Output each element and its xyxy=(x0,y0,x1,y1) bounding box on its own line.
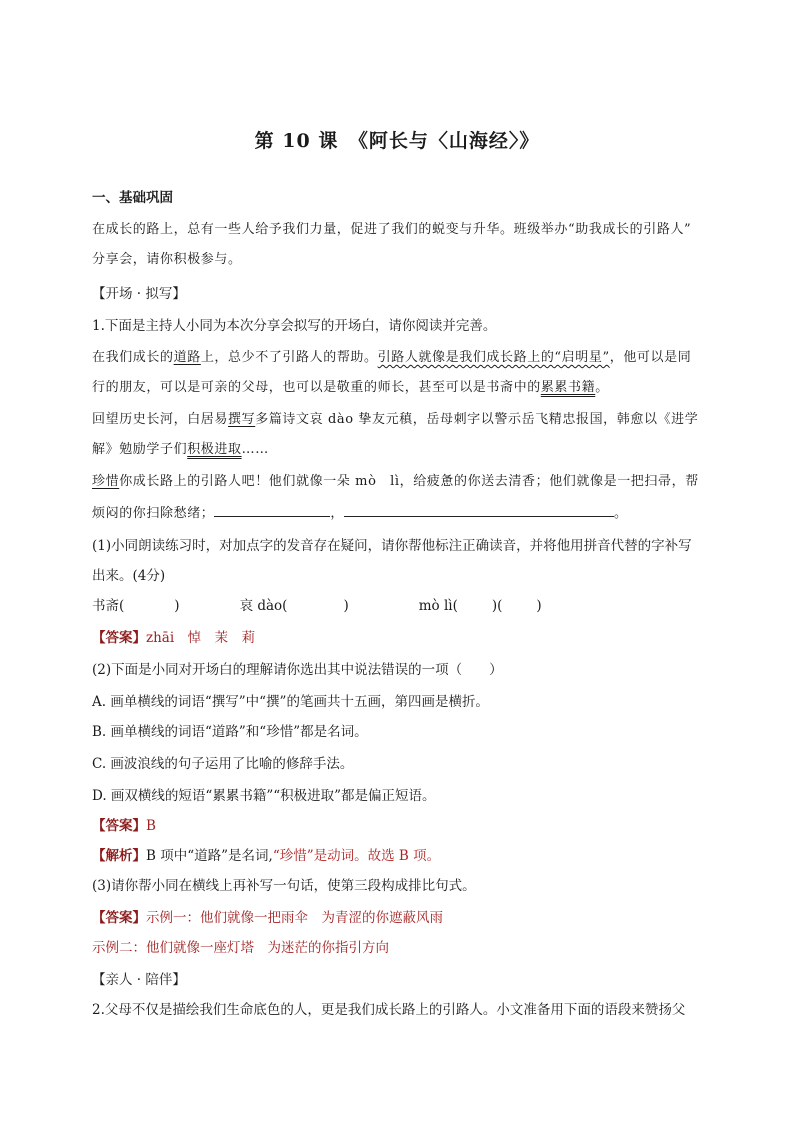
pinyin-fill-row: 书斋( ) 哀 dào( ) mò lì( )( ) xyxy=(92,598,542,614)
question-2-stem: 2.父母不仅是描绘我们生命底色的人，更是我们成长路上的引路人。小文准备用下面的语段来赞扬父 xyxy=(92,1002,686,1018)
answer-label: 【答案】 xyxy=(92,630,146,646)
option-a: A. 画单横线的词语“撰写”中“撰”的笔画共十五画，第四画是横折。 xyxy=(92,694,489,710)
underlined-word-zhenxi: 珍惜 xyxy=(92,474,120,489)
underlined-word-zhuanxie: 撰写 xyxy=(228,412,256,427)
intro-line-2: 分享会，请你积极参与。 xyxy=(92,252,242,267)
analysis-2: 【解析】B 项中“道路”是名词,“珍惜”是动词。故选 B 项。 xyxy=(92,848,441,864)
passage-paragraph-1-line-1: 在我们成长的道路上，总少不了引路人的帮助。引路人就像是我们成长路上的“启明星”，他可以是同 xyxy=(92,350,692,365)
question-1-stem: 1.下面是主持人小同为本次分享会拟写的开场白，请你阅读并完善。 xyxy=(92,318,497,334)
answer-label: 【答案】 xyxy=(92,910,146,926)
subquestion-3-stem: (3)请你帮小同在横线上再补写一句话，使第三段构成排比句式。 xyxy=(92,878,476,894)
subquestion-2-stem: (2)下面是小同对开场白的理解请你选出其中说法错误的一项（ ） xyxy=(92,662,503,678)
fill-blank-1[interactable] xyxy=(214,502,330,517)
analysis-label: 【解析】 xyxy=(92,848,146,864)
passage-paragraph-2-line-1: 回望历史长河，白居易撰写多篇诗文哀 dào 挚友元稹，岳母刺字以警示岳飞精忠报国，韩愈以《进学 xyxy=(92,412,699,427)
subquestion-1-line-1: (1)小同朗读练习时，对加点字的发音存在疑问，请你帮他标注正确读音，并将他用拼音代替的字补写 xyxy=(92,538,692,554)
answer-2 xyxy=(92,816,722,836)
option-b: B. 画单横线的词语“道路”和“珍惜”都是名词。 xyxy=(92,724,368,740)
intro-line-1: 在成长的路上，总有一些人给予我们力量，促进了我们的蜕变与升华。班级举办“助我成长的引路人” xyxy=(92,222,692,237)
double-underlined-phrase-2: 积极进取 xyxy=(187,442,242,457)
answer-value: 示例一：他们就像一把雨伞 为青涩的你遮蔽风雨 xyxy=(146,910,443,926)
option-c: C. 画波浪线的句子运用了比喻的修辞手法。 xyxy=(92,756,354,772)
answer-3 xyxy=(92,908,722,928)
underlined-word-daolu: 道路 xyxy=(173,350,201,365)
lesson-title: 第 10 课 《阿长与〈山海经〉》 xyxy=(254,130,540,152)
section-heading: 一、基础巩固 xyxy=(92,190,173,206)
answer-3-example-2: 示例二：他们就像一座灯塔 为迷茫的你指引方向 xyxy=(92,940,389,956)
option-d: D. 画双横线的短语“累累书籍”“积极进取”都是偏正短语。 xyxy=(92,788,436,804)
fill-blank-2[interactable] xyxy=(344,502,614,517)
answer-label: 【答案】 xyxy=(92,818,146,834)
passage-paragraph-3-line-2: 烦闷的你扫除愁绪； ， 。 xyxy=(92,502,722,524)
passage-paragraph-1-line-2: 行的朋友，可以是可亲的父母，也可以是敬重的师长，甚至可以是书斋中的累累书籍。 xyxy=(92,380,609,395)
subquestion-1-line-2: 出来。(4分) xyxy=(92,568,166,584)
answer-1 xyxy=(92,628,722,648)
part-heading-opening: 【开场 · 拟写】 xyxy=(92,286,186,302)
answer-value: zhāi 悼 茉 莉 xyxy=(146,630,256,646)
answer-value: B xyxy=(146,818,156,834)
wavy-underlined-sentence: 引路人就像是我们成长路上的“启明星” xyxy=(377,350,610,365)
part-heading-family: 【亲人 · 陪伴】 xyxy=(92,972,186,988)
passage-paragraph-2-line-2: 解》勉励学子们积极进取…… xyxy=(92,442,269,457)
double-underlined-phrase-1: 累累书籍 xyxy=(540,380,596,395)
passage-paragraph-3-line-1: 珍惜你成长路上的引路人吧！他们就像一朵 mò lì，给疲惫的你送去清香；他们就像是一把扫帚，帮 xyxy=(92,474,699,489)
